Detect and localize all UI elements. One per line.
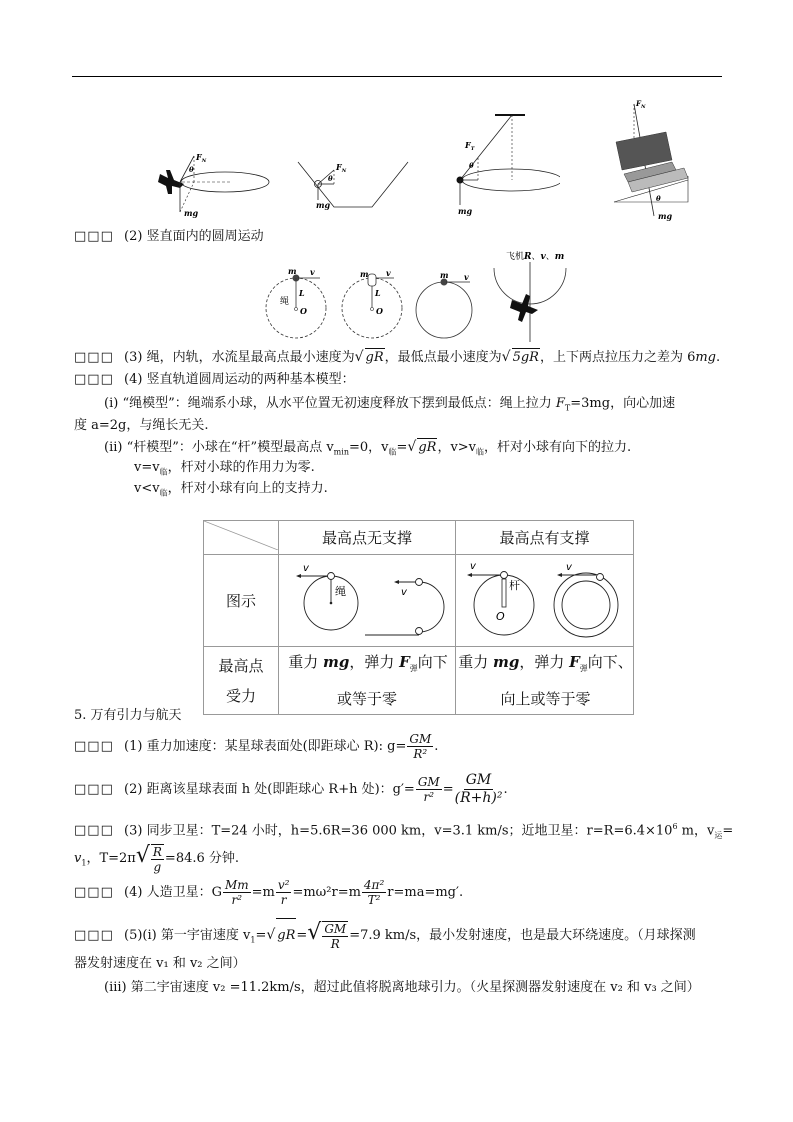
label-line: 受力: [225, 686, 256, 705]
fraction-Mm-r2: [223, 878, 251, 907]
denominator: R: [330, 936, 340, 951]
item-text: 距离该星球表面 h 处(即距球心 R+h 处)：g′=: [146, 782, 415, 797]
mg-symbol: mg: [492, 653, 520, 671]
svg-text:绳: 绳: [280, 297, 290, 307]
item-number: (1): [124, 739, 143, 754]
item-text: ，杆对小球有向下的拉力.: [484, 440, 632, 455]
svg-text:FN: $F_N$: [196, 152, 207, 164]
cell-text: 向下、: [587, 653, 633, 671]
rod-model-line2: [134, 459, 315, 482]
rope-model-figure: [262, 262, 334, 342]
inner-track-figure: [414, 270, 486, 342]
svg-text:FN: $F_N$: [636, 99, 646, 110]
numerator: v²: [277, 878, 290, 892]
header-rule: [72, 76, 722, 77]
rope-and-track-diagrams: [279, 555, 455, 642]
checkbox-placeholder: □□□: [74, 229, 114, 244]
table-corner-cell: [204, 521, 279, 555]
label-line: 最高点: [218, 656, 264, 675]
item-text: 绳，内轨，水流星最高点最小速度为: [146, 350, 355, 365]
table-row-forces: [204, 647, 634, 715]
item-text: =84.6 分钟.: [164, 851, 240, 866]
denominator: r: [280, 893, 287, 907]
sqrt-5gR: 5gR: [512, 350, 539, 365]
header-no-support: 最高点无支撑: [279, 521, 456, 555]
item-text: =mω²r=m: [292, 885, 361, 900]
cell-text: 向上或等于零: [500, 690, 591, 708]
item-text: =7.9 km/s，最小发射速度，也是最大环绕速度。（月球探测: [349, 928, 696, 943]
item-5-2: [74, 772, 508, 807]
checkbox-placeholder: □□□: [74, 739, 114, 754]
svg-text:mg: mg: [658, 211, 673, 221]
with-support-forces: [456, 647, 634, 715]
svg-text:O: O: [376, 306, 383, 316]
orbit-subscript: 运: [714, 830, 723, 840]
item-number: (3): [124, 823, 143, 839]
svg-text:杆: 杆: [509, 579, 520, 592]
item-text: “杆模型”：小球在“杆”模型最高点 v: [126, 440, 334, 455]
punct: .: [716, 350, 721, 365]
svg-text:v: v: [464, 272, 469, 282]
checkbox-placeholder: □□□: [74, 823, 114, 839]
svg-text:v: v: [401, 587, 407, 598]
item-5-4: [74, 876, 463, 910]
item-4-2: [74, 228, 264, 246]
svg-text:v: v: [386, 268, 391, 278]
denominator: R²: [413, 747, 428, 761]
svg-text:mg: mg: [316, 200, 331, 210]
sqrt-R-over-g: [151, 844, 164, 874]
checkbox-placeholder: □□□: [74, 372, 114, 387]
item-text: =: [296, 928, 308, 943]
svg-text:mg: mg: [458, 206, 473, 216]
cell-text: 重力: [458, 653, 493, 671]
svg-text:v: v: [566, 562, 572, 573]
svg-text:L: L: [299, 288, 305, 298]
sqrt-gR: gR: [365, 350, 384, 365]
numerator: R: [152, 844, 162, 859]
rod-and-tube-diagrams: [456, 555, 633, 642]
numerator: GM: [465, 772, 492, 788]
item-text: ，最低点最小速度为: [384, 350, 502, 365]
no-support-forces: [279, 647, 456, 715]
svg-text:L: L: [375, 288, 381, 298]
item-number: (5): [124, 928, 143, 943]
exponent: 6: [672, 822, 678, 831]
airplane-loop-figure: [490, 250, 580, 350]
fraction-GM-r2: [416, 775, 442, 804]
item-text: ，T=2π: [86, 851, 136, 866]
item-text: 重力加速度：某星球表面处(即距球心 R): g=: [146, 739, 407, 754]
checkbox-placeholder: □□□: [74, 782, 114, 797]
sqrt-GM-over-R: [322, 921, 348, 951]
item-text: ，上下两点拉压力之差为 6: [539, 350, 696, 365]
item-text: v=v: [134, 460, 160, 475]
item-text: ，杆对小球有向上的支持力.: [167, 481, 328, 496]
train-on-banked-track-figure: [612, 98, 692, 223]
fraction-GM-Rh2: [455, 772, 503, 807]
svg-text:θ: θ: [189, 165, 194, 174]
mg-symbol: mg: [695, 350, 717, 365]
subscript: 1: [250, 935, 256, 945]
checkbox-placeholder: □□□: [74, 350, 114, 365]
item-text: 人造卫星：G: [146, 885, 222, 900]
sub-number: (i): [104, 396, 119, 411]
denominator: (R+h)²: [454, 790, 503, 806]
cell-text: 向下: [417, 653, 448, 671]
item-text: “绳模型”：绳端系小球，从水平位置无初速度释放下摆到最低点：绳上拉力: [122, 396, 556, 411]
punct: .: [434, 739, 439, 754]
table-row-diagrams: [204, 555, 634, 647]
item-text: m，v: [677, 823, 715, 839]
svg-text:v: v: [303, 563, 309, 574]
fraction-4pi2-T2: [362, 878, 386, 907]
svg-text:飞机R、v、m: 飞机R、v、m: [506, 252, 565, 262]
cell-text: ，弹力: [349, 653, 400, 671]
cell-text: ，弹力: [519, 653, 570, 671]
critical-subscript: 临: [388, 447, 397, 457]
svg-text:θ: θ: [328, 174, 333, 183]
ft-symbol: F: [555, 396, 565, 411]
rod-model-figure: [338, 262, 410, 342]
item-text: =0，v: [348, 440, 389, 455]
denominator: T²: [367, 893, 381, 907]
checkbox-placeholder: □□□: [74, 885, 114, 900]
with-support-diagrams: [456, 555, 634, 647]
numerator: Mm: [224, 878, 249, 892]
item-number: (2): [124, 229, 143, 244]
numerator: GM: [417, 775, 440, 789]
circular-motion-models-table: [203, 520, 634, 715]
item-text: v<v: [134, 481, 160, 496]
v-symbol: v: [74, 851, 82, 866]
sqrt-gR: gR: [418, 440, 437, 455]
rod-model-line3: [134, 480, 328, 503]
cell-text: 或等于零: [336, 690, 397, 708]
item-number: (4): [124, 885, 143, 900]
item-text: 竖直轨道圆周运动的两种基本模型：: [146, 372, 355, 387]
critical-subscript: 临: [476, 447, 485, 457]
sub-number: (ii): [104, 440, 123, 455]
svg-text:O: O: [496, 610, 505, 623]
fraction-GM-R2: [407, 732, 433, 761]
svg-text:θ: θ: [469, 161, 474, 170]
subscript: 1: [81, 858, 87, 868]
no-support-diagrams: [279, 555, 456, 647]
critical-subscript: 临: [159, 488, 168, 498]
svg-text:v: v: [470, 561, 476, 572]
sqrt-gR: gR: [276, 918, 296, 953]
rod-model-line1: (ii) “杆模型”：小球在“杆”模型最高点 $v_{min}=0$，$v_临=√$ gR，$v>v_临$，杆对小球有向下的拉力.: [104, 439, 632, 457]
item-4-3: □□□ (3) 绳，内轨，水流星最高点最小速度为√ gR，最低点最小速度为√ 5gR，上下两点拉压力之差为 6mg.: [74, 349, 721, 365]
header-with-support: 最高点有支撑: [456, 521, 634, 555]
f-symbol: F: [399, 653, 410, 671]
denominator: g: [153, 859, 162, 874]
cell-text: 重力: [288, 653, 323, 671]
item-text: 度 a=2g，与绳长无关.: [74, 418, 209, 433]
item-text: ，杆对小球的作用力为零.: [167, 460, 315, 475]
item-text: =: [396, 440, 408, 455]
airplane-banking-figure: [150, 150, 270, 220]
f-symbol: F: [569, 653, 580, 671]
section-5-title: 5. 万有引力与航天: [74, 708, 182, 723]
svg-text:mg: mg: [184, 208, 199, 218]
item-number: (4): [124, 372, 143, 387]
vmin-subscript: min: [333, 447, 349, 457]
item-text: =m: [251, 885, 275, 900]
svg-text:O: O: [300, 306, 307, 316]
elastic-subscript: 弹: [409, 664, 418, 673]
row-label-diagram: 图示: [204, 555, 279, 647]
conical-pendulum-figure: [450, 110, 560, 220]
rope-model-line1: [104, 395, 675, 418]
item-number: (3): [124, 350, 143, 365]
numerator: GM: [409, 732, 432, 746]
punct: .: [503, 782, 508, 797]
item-5-3-line2: $v_1$，T=2π√ $\frac{R}{g}$ =84.6 分钟.: [74, 843, 240, 874]
svg-text:v: v: [310, 267, 315, 277]
item-text: =3mg，向心加速: [570, 396, 676, 411]
item-text: =: [255, 928, 267, 943]
diagonal-divider: [204, 521, 278, 550]
row-label-forces: [204, 647, 279, 715]
table-header-row: [204, 521, 634, 555]
svg-text:m: m: [360, 269, 369, 279]
checkbox-placeholder: □□□: [74, 928, 114, 943]
rope-model-line2: [74, 417, 209, 435]
item-text: r=ma=mg′.: [387, 885, 464, 900]
numerator: GM: [324, 921, 347, 936]
svg-text:FT: $F_T$: [465, 140, 475, 152]
svg-text:FN: $F_N$: [336, 162, 347, 174]
elastic-subscript: 弹: [579, 664, 588, 673]
item-4-4: [74, 371, 355, 389]
fraction-v2-r: [276, 878, 292, 907]
item-5-5-line2: 器发射速度在 v₁ 和 v₂ 之间）: [74, 956, 246, 971]
item-5-5-line1: □□□ (5)(i) 第一宇宙速度 $v_1=√$ gR=√ $\frac{GM}{R}$ =7.9 km/s，最小发射速度，也是最大环绕速度。（月球探测: [74, 916, 696, 958]
critical-subscript: 临: [159, 467, 168, 477]
item-number: (2): [124, 782, 143, 797]
numerator: 4π²: [363, 878, 385, 892]
svg-text:θ: θ: [656, 194, 661, 203]
item-text: 同步卫星：T=24 小时，h=5.6R=36 000 km，v=3.1 km/s；近地卫星：r=R=6.4×10: [146, 823, 673, 839]
item-text: ，v>v: [437, 440, 477, 455]
item-text: =: [722, 823, 734, 839]
denominator: r²: [423, 790, 435, 804]
item-text: 竖直面内的圆周运动: [146, 229, 264, 244]
item-5-1: [74, 732, 438, 761]
ft-subscript: T: [564, 403, 571, 413]
item-5-6: (iii) 第二宇宙速度 v₂ =11.2km/s，超过此值将脱离地球引力。（火星探测器发射速度在 v₂ 和 v₃ 之间）: [104, 980, 700, 995]
svg-text:m: m: [440, 270, 449, 280]
mg-symbol: mg: [322, 653, 350, 671]
equals: =: [442, 782, 454, 797]
denominator: r²: [231, 893, 243, 907]
svg-text:m: m: [288, 266, 297, 276]
svg-text:绳: 绳: [335, 585, 346, 598]
ball-in-cone-figure: [296, 160, 411, 215]
item-text: (i) 第一宇宙速度 v: [142, 928, 251, 943]
